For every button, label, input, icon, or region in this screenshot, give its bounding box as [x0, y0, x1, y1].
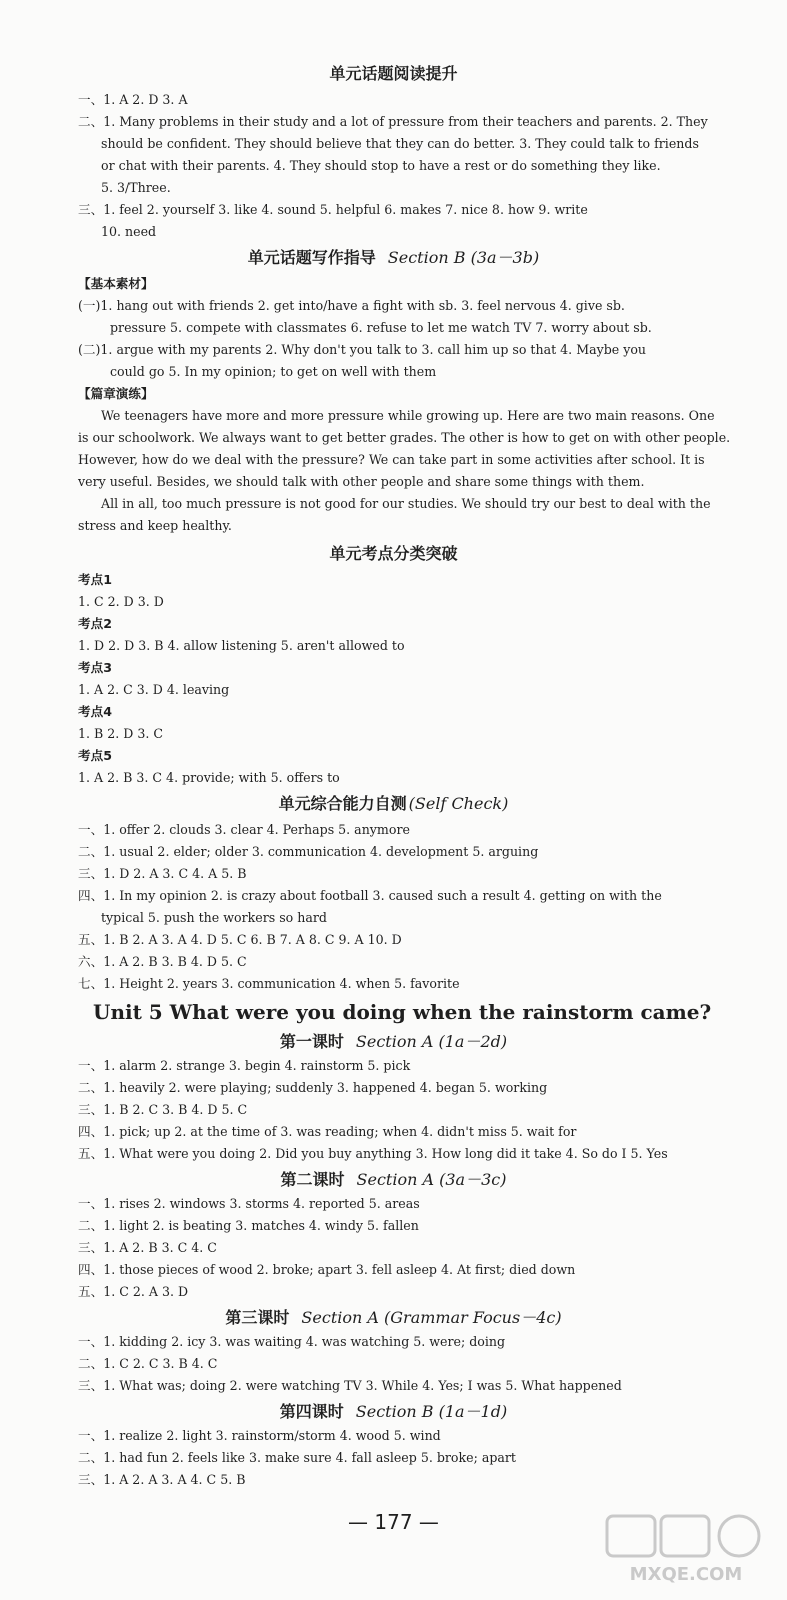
page-number: — 177 —	[348, 1510, 439, 1534]
subheading-essay: 【篇章演练】	[78, 386, 154, 401]
answer-line: 5. 3/Three.	[101, 180, 171, 195]
essay-line: However, how do we deal with the pressure? We can take part in some activities after school. It is	[78, 452, 705, 467]
lesson-title: 第二课时 Section A (3a－3c)	[280, 1170, 507, 1189]
answer-line: 二、1. Many problems in their study and a lot of pressure from their teachers and parents. 2. They	[78, 114, 708, 129]
key-point-label: 考点2	[78, 616, 112, 631]
answer-line: 1. C 2. D 3. D	[78, 594, 164, 609]
unit-title: Unit 5 What were you doing when the rainstorm came?	[93, 1000, 712, 1024]
answer-line: or chat with their parents. 4. They should stop to have a rest or do something they like.	[101, 158, 661, 173]
answer-line: 四、1. In my opinion 2. is crazy about football 3. caused such a result 4. getting on with the	[78, 888, 662, 903]
answer-line: 七、1. Height 2. years 3. communication 4. when 5. favorite	[78, 976, 460, 991]
answer-line: 五、1. C 2. A 3. D	[78, 1284, 189, 1299]
section-title-self-check: 单元综合能力自测 (Self Check)	[278, 794, 509, 813]
answer-line: 五、1. What were you doing 2. Did you buy anything 3. How long did it take 4. So do I 5. Yes	[78, 1146, 668, 1161]
answer-line: 三、1. B 2. C 3. B 4. D 5. C	[78, 1102, 248, 1117]
answer-line: 一、1. rises 2. windows 3. storms 4. reported 5. areas	[78, 1196, 420, 1211]
answer-line: 二、1. had fun 2. feels like 3. make sure 4. fall asleep 5. broke; apart	[78, 1450, 516, 1465]
answer-line: 一、1. offer 2. clouds 3. clear 4. Perhaps 5. anymore	[78, 822, 410, 837]
answer-line: 二、1. C 2. C 3. B 4. C	[78, 1356, 218, 1371]
answer-line: 一、1. kidding 2. icy 3. was waiting 4. was watching 5. were; doing	[78, 1334, 506, 1349]
answer-line: 1. A 2. B 3. C 4. provide; with 5. offers to	[78, 770, 340, 785]
essay-line: is our schoolwork. We always want to get better grades. The other is how to get on with other people.	[78, 430, 731, 445]
answer-line: 三、1. What was; doing 2. were watching TV 3. While 4. Yes; I was 5. What happened	[78, 1378, 622, 1393]
section-title-reading: 单元话题阅读提升	[329, 64, 458, 83]
answer-line: 一、1. alarm 2. strange 3. begin 4. rainstorm 5. pick	[78, 1058, 411, 1073]
answer-line: 五、1. B 2. A 3. A 4. D 5. C 6. B 7. A 8. C 9. A 10. D	[78, 932, 402, 947]
answer-line: 三、1. D 2. A 3. C 4. A 5. B	[78, 866, 247, 881]
essay-line: very useful. Besides, we should talk with other people and share some things with them.	[78, 474, 645, 489]
answer-line: (一)1. hang out with friends 2. get into/have a fight with sb. 3. feel nervous 4. give sb.	[78, 298, 625, 313]
answer-line: 二、1. light 2. is beating 3. matches 4. windy 5. fallen	[78, 1218, 419, 1233]
answer-line: (二)1. argue with my parents 2. Why don't you talk to 3. call him up so that 4. Maybe you	[78, 342, 647, 357]
section-title-key-points: 单元考点分类突破	[329, 544, 458, 563]
essay-line: All in all, too much pressure is not good for our studies. We should try our best to deal with the	[101, 496, 711, 511]
answer-line: should be confident. They should believe that they can do better. 3. They could talk to friends	[101, 136, 699, 151]
answer-line: 三、1. feel 2. yourself 3. like 4. sound 5. helpful 6. makes 7. nice 8. how 9. write	[78, 202, 588, 217]
answer-line: 六、1. A 2. B 3. B 4. D 5. C	[78, 954, 247, 969]
lesson-title: 第一课时 Section A (1a－2d)	[279, 1032, 508, 1051]
lesson-title: 第四课时 Section B (1a－1d)	[279, 1402, 508, 1421]
answer-line: could go 5. In my opinion; to get on well with them	[110, 364, 437, 379]
essay-line: We teenagers have more and more pressure while growing up. Here are two main reasons. One	[101, 408, 715, 423]
key-point-label: 考点4	[78, 704, 112, 719]
watermark-url: MXQE.COM	[629, 1564, 743, 1585]
answer-line: 二、1. usual 2. elder; older 3. communication 4. development 5. arguing	[78, 844, 539, 859]
answer-line: 三、1. A 2. B 3. C 4. C	[78, 1240, 217, 1255]
key-point-label: 考点5	[78, 748, 112, 763]
answer-line: 一、1. realize 2. light 3. rainstorm/storm 4. wood 5. wind	[78, 1428, 441, 1443]
section-title-writing: 单元话题写作指导 Section B (3a－3b)	[247, 248, 540, 267]
answer-line: 四、1. pick; up 2. at the time of 3. was reading; when 4. didn't miss 5. wait for	[78, 1124, 577, 1139]
key-point-label: 考点1	[78, 572, 112, 587]
answer-line: 1. B 2. D 3. C	[78, 726, 164, 741]
answer-line: 四、1. those pieces of wood 2. broke; apart 3. fell asleep 4. At first; died down	[78, 1262, 576, 1277]
answer-line: typical 5. push the workers so hard	[101, 910, 327, 925]
answer-line: 二、1. heavily 2. were playing; suddenly 3. happened 4. began 5. working	[78, 1080, 548, 1095]
site-watermark-logo	[601, 1512, 771, 1588]
key-point-label: 考点3	[78, 660, 112, 675]
answer-line: 一、1. A 2. D 3. A	[78, 92, 188, 107]
answer-line: pressure 5. compete with classmates 6. refuse to let me watch TV 7. worry about sb.	[110, 320, 652, 335]
answer-line: 10. need	[101, 224, 157, 239]
subheading-materials: 【基本素材】	[78, 276, 154, 291]
answer-line: 三、1. A 2. A 3. A 4. C 5. B	[78, 1472, 246, 1487]
lesson-title: 第三课时 Section A (Grammar Focus－4c)	[225, 1308, 562, 1327]
essay-line: stress and keep healthy.	[78, 518, 232, 533]
answer-line: 1. D 2. D 3. B 4. allow listening 5. aren't allowed to	[78, 638, 405, 653]
answer-line: 1. A 2. C 3. D 4. leaving	[78, 682, 230, 697]
